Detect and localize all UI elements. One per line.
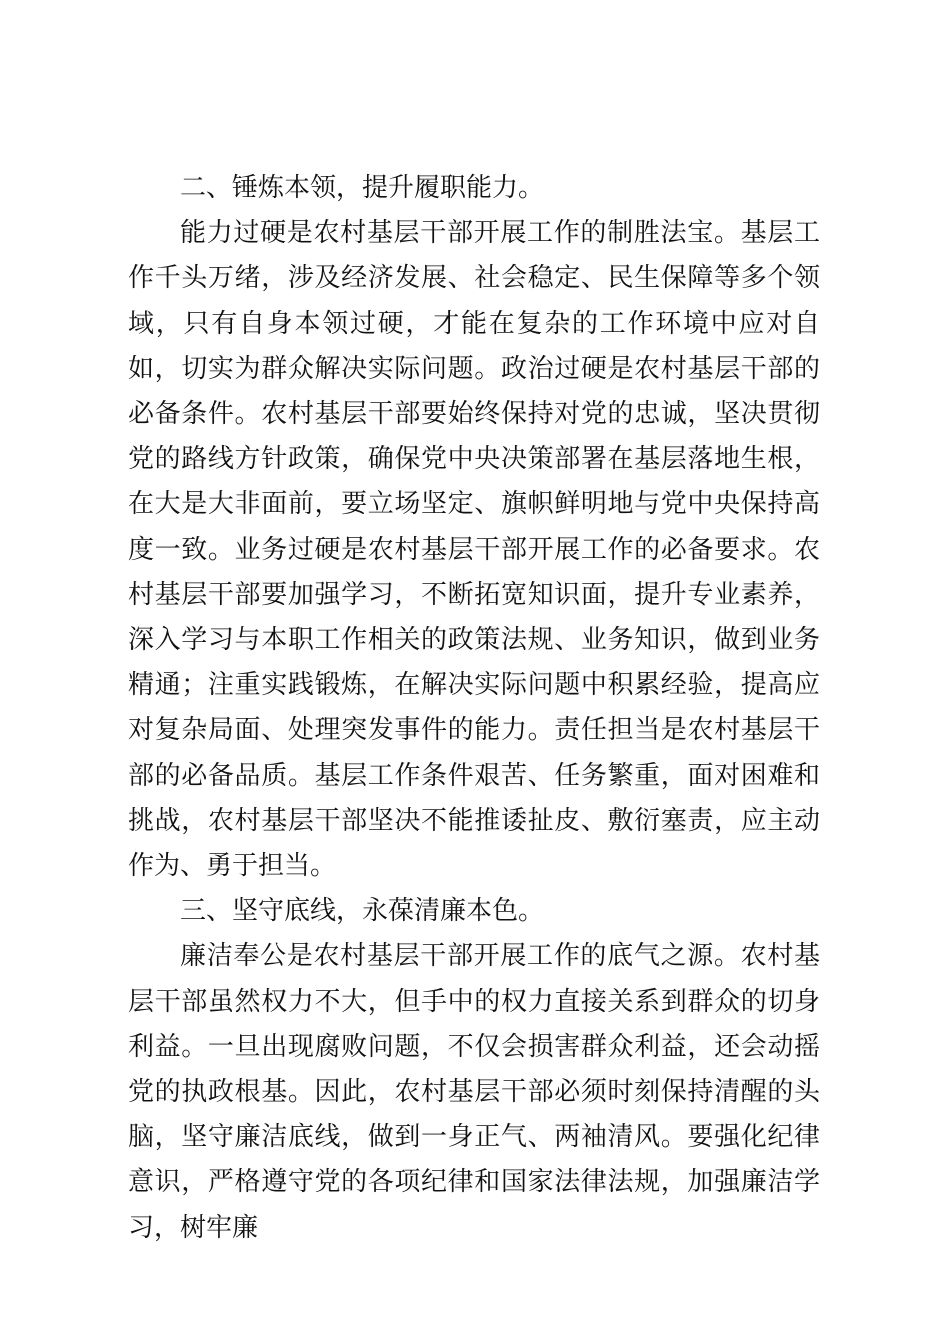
section-heading-2: 二、锤炼本领，提升履职能力。 — [180, 173, 545, 203]
section-paragraph-3: 廉洁奉公是农村基层干部开展工作的底气之源。农村基层干部虽然权力不大，但手中的权力直接关系到群众的切身利益。一旦出现腐败问题，不仅会损害群众利益，还会动摇党的执政根基。因此，农村基层干部必须时刻保持清醒的头脑，坚守廉洁底线，做到一身正气、两袖清风。要强化纪律意识，严格遵守党的各项纪律和国家法律法规，加强廉洁学习，树牢廉 — [128, 941, 820, 1243]
section-paragraph-2: 能力过硬是农村基层干部开展工作的制胜法宝。基层工作千头万绪，涉及经济发展、社会稳定、民生保障等多个领域，只有自身本领过硬，才能在复杂的工作环境中应对自如，切实为群众解决实际问题。政治过硬是农村基层干部的必备条件。农村基层干部要始终保持对党的忠诚，坚决贯彻党的路线方针政策，确保党中央决策部署在基层落地生根，在大是大非面前，要立场坚定、旗帜鲜明地与党中央保持高度一致。业务过硬是农村基层干部开展工作的必备要求。农村基层干部要加强学习，不断拓宽知识面，提升专业素养，深入学习与本职工作相关的政策法规、业务知识，做到业务精通；注重实践锻炼，在解决实际问题中积累经验，提高应对复杂局面、处理突发事件的能力。责任担当是农村基层干部的必备品质。基层工作条件艰苦、任务繁重，面对困难和挑战，农村基层干部坚决不能推诿扯皮、敷衍塞责，应主动作为、勇于担当。 — [128, 218, 820, 882]
document-body — [128, 166, 820, 1251]
section-heading-3: 三、坚守底线，永葆清廉本色。 — [180, 896, 545, 927]
